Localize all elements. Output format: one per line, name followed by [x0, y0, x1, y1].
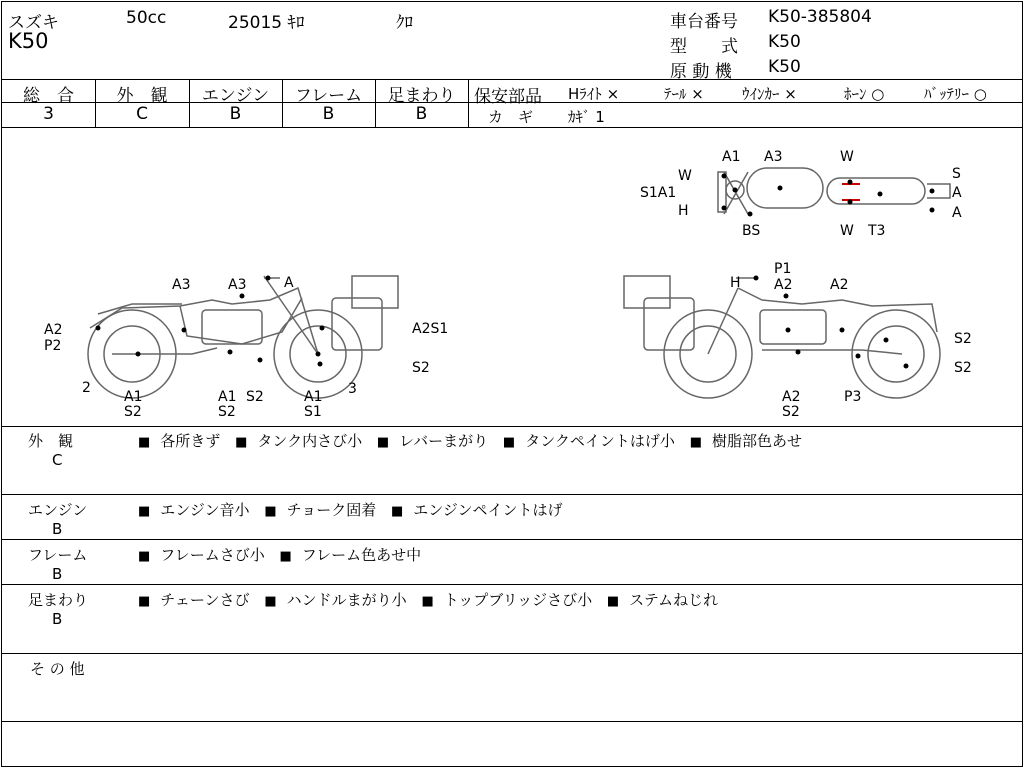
- bullet: ■: [138, 504, 151, 519]
- damage-diagram: [2, 128, 1024, 426]
- bullet: ■: [138, 435, 151, 450]
- safety-item-name: ﾎｰﾝ: [844, 85, 867, 103]
- grade-frame-value: B: [322, 104, 335, 124]
- bullet: ■: [376, 435, 390, 450]
- diagram-label: T3: [868, 223, 886, 239]
- mileage: 25015 ｷﾛ: [228, 13, 305, 33]
- remark-engine-grade: B: [52, 520, 63, 538]
- bullet: ■: [689, 435, 702, 450]
- diagram-label: W: [840, 223, 854, 239]
- bullet: ■: [264, 504, 277, 519]
- model-name: K50: [8, 29, 49, 53]
- remark-item: タンク内さび小: [257, 432, 363, 450]
- remark-frame-items: [138, 544, 431, 565]
- safety-item-name: ﾃｰﾙ: [664, 85, 687, 103]
- diagram-label: A2: [782, 389, 801, 405]
- inspection-sheet: [1, 1, 1023, 767]
- diagram-label: A1: [124, 389, 143, 405]
- diagram-label: A: [952, 185, 962, 201]
- remark-item: 樹脂部色あせ: [711, 432, 802, 450]
- diagram-label: A1: [304, 389, 323, 405]
- remarks-top: [2, 426, 1022, 427]
- safety-item-mark: ○: [973, 85, 987, 103]
- diagram-label: H: [678, 203, 689, 219]
- diagram-label: S2: [124, 404, 142, 420]
- remark-item: チョーク固着: [286, 501, 377, 519]
- bullet: ■: [606, 594, 620, 609]
- type-value: K50: [768, 32, 801, 52]
- safety-horn: [844, 83, 884, 104]
- safety-item-mark: ×: [784, 85, 797, 103]
- remark-frame-label: フレーム: [28, 546, 88, 564]
- remark-item: レバーまがり: [399, 432, 489, 450]
- diagram-label: A: [284, 275, 294, 291]
- safety-item-name: Hﾗｲﾄ: [568, 85, 602, 103]
- diagram-label: A2: [830, 277, 849, 293]
- diagram-label: W: [840, 149, 854, 165]
- diagram-label: 3: [348, 381, 357, 397]
- displacement: 50cc: [126, 8, 167, 28]
- diagram-label: A: [952, 205, 962, 221]
- frame-number-value: K50-385804: [768, 7, 872, 27]
- remark-exterior-items: [138, 430, 812, 451]
- bullet: ■: [502, 435, 516, 450]
- diagram-label: S2: [246, 389, 264, 405]
- color: ｸﾛ: [396, 13, 413, 33]
- diagram-label: A2: [774, 277, 793, 293]
- safety-parts-label: 保安部品: [474, 87, 542, 107]
- remark-item: エンジン音小: [160, 501, 250, 519]
- grade-engine-label: エンジン: [201, 86, 270, 106]
- remark-item: ステムねじれ: [629, 591, 719, 609]
- safety-item-name: ｳｲﾝｶｰ: [742, 85, 780, 103]
- safety-item-mark: ×: [606, 85, 620, 103]
- remarks-bottom: [2, 721, 1022, 722]
- remark-other-label: そ の 他: [30, 660, 85, 678]
- top-view-seat: [827, 178, 925, 204]
- safety-headlight: [568, 83, 619, 104]
- diagram-label: S: [952, 166, 961, 182]
- diagram-label: S2: [954, 360, 972, 376]
- safety-winker: [742, 83, 797, 104]
- type-label: 型 式: [670, 37, 738, 57]
- safety-item-name: ﾊﾞｯﾃﾘｰ: [924, 85, 970, 103]
- remark-suspension-grade: B: [52, 610, 63, 628]
- bullet: ■: [138, 594, 151, 609]
- remarks-divider: [2, 539, 1022, 540]
- safety-taillight: [664, 83, 704, 104]
- remarks-divider: [2, 584, 1022, 585]
- remark-frame-grade: B: [52, 565, 63, 583]
- top-view-tank: [747, 168, 823, 208]
- bullet: ■: [390, 504, 404, 519]
- red-marks: [842, 184, 860, 200]
- grade-frame-label: フレーム: [294, 86, 363, 106]
- bullet: ■: [138, 549, 151, 564]
- diagram-label: S2: [218, 404, 236, 420]
- bullet: ■: [279, 549, 292, 564]
- remark-engine-label: エンジン: [28, 501, 88, 519]
- diagram-label: P2: [44, 338, 62, 354]
- bullet: ■: [235, 435, 248, 450]
- diagram-label: A2: [44, 322, 63, 338]
- grade-suspension-value: B: [415, 104, 428, 124]
- diagram-labels: [44, 149, 972, 420]
- diagram-label: A2S1: [412, 321, 449, 337]
- grade-table-top: [2, 79, 1022, 80]
- diagram-label: A3: [764, 149, 783, 165]
- bullet: ■: [421, 594, 434, 609]
- grade-exterior-value: C: [136, 104, 148, 124]
- diagram-label: A3: [228, 277, 247, 293]
- grade-suspension-label: 足まわり: [387, 86, 456, 106]
- remark-item: ハンドルまがり小: [286, 591, 407, 609]
- frame-number-label: 車台番号: [670, 12, 738, 32]
- remark-item: フレームさび小: [160, 546, 265, 564]
- remark-engine-items: [138, 499, 573, 520]
- diagram-label: P3: [844, 389, 862, 405]
- remarks-divider: [2, 653, 1022, 654]
- remarks-divider: [2, 494, 1022, 495]
- grade-engine-value: B: [229, 104, 242, 124]
- diagram-label: S2: [954, 331, 972, 347]
- remark-item: エンジンペイントはげ: [413, 501, 563, 519]
- diagram-label: A3: [172, 277, 191, 293]
- diagram-label: S1: [304, 404, 322, 420]
- diagram-label: BS: [742, 223, 761, 239]
- safety-battery: [924, 83, 987, 104]
- engine-model-label: 原 動 機: [670, 62, 732, 82]
- diagram-label: S2: [782, 404, 800, 420]
- diagram-label: W: [678, 168, 692, 184]
- key-label: カ ギ: [488, 108, 534, 126]
- remark-suspension-items: [138, 589, 728, 610]
- remark-item: タンクペイントはげ小: [525, 432, 675, 450]
- remark-item: 各所きず: [160, 432, 221, 450]
- remark-exterior-label: 外 観: [28, 432, 74, 450]
- diagram-label: H: [730, 275, 741, 291]
- engine-model-value: K50: [768, 57, 801, 77]
- key-value: ｶｷﾞ 1: [568, 108, 605, 126]
- maker: スズキ: [8, 13, 59, 33]
- grade-overall-label: 総 合: [23, 86, 74, 106]
- remark-exterior-grade: C: [52, 451, 63, 469]
- remark-suspension-label: 足まわり: [28, 591, 89, 609]
- bullet: ■: [264, 594, 277, 609]
- diagram-label: S1A1: [640, 185, 677, 201]
- remark-item: トップブリッジさび小: [443, 591, 593, 609]
- divider: [468, 79, 469, 127]
- safety-item-mark: ○: [871, 85, 885, 103]
- remark-item: フレーム色あせ中: [301, 546, 422, 564]
- diagram-label: S2: [412, 360, 430, 376]
- diagram-label: A1: [218, 389, 237, 405]
- remark-item: チェーンさび: [160, 591, 250, 609]
- safety-item-mark: ×: [691, 85, 704, 103]
- grade-overall-value: 3: [43, 104, 54, 124]
- diagram-label: A1: [722, 149, 741, 165]
- grade-exterior-label: 外 観: [116, 86, 168, 106]
- diagram-label: 2: [82, 380, 91, 396]
- diagram-label: P1: [774, 261, 792, 277]
- right-side-bike: [624, 276, 940, 398]
